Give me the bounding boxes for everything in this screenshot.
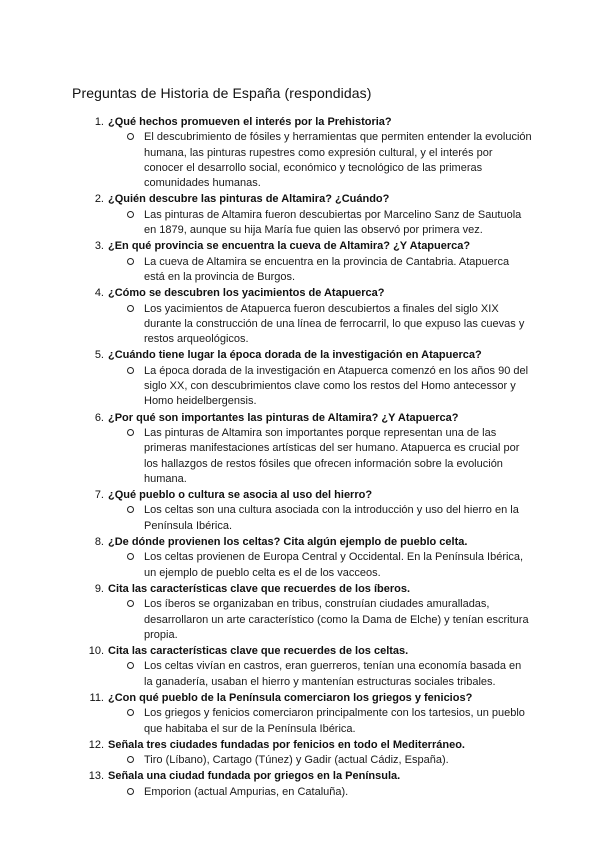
answer-text: Los íberos se organizaban en tribus, construían ciudades amuralladas, desarrollaron un arte característico (como la Dama de Elche) y tenían escritura propia.: [144, 598, 529, 641]
question-text: ¿Por qué son importantes las pinturas de Altamira? ¿Y Atapuerca?: [108, 411, 459, 424]
answer-item: [108, 208, 532, 239]
answer-text: Los celtas vivían en castros, eran guerreros, tenían una economía basada en la ganadería, usaban el hierro y mantenían estructuras sociales tribales.: [144, 660, 522, 688]
hollow-bullet-icon: [127, 506, 134, 513]
question-text: Cita las características clave que recuerdes de los celtas.: [108, 645, 409, 658]
question-text: ¿Con qué pueblo de la Península comerciaron los griegos y fenicios?: [108, 691, 473, 704]
answer-text: Las pinturas de Altamira fueron descubiertas por Marcelino Sanz de Sautuola en 1879, aunque su hija María fue quien las observó por primera vez.: [144, 208, 522, 237]
page-title: Preguntas de Historia de España (respondidas): [72, 85, 372, 101]
question-number: 8.: [94, 536, 104, 549]
question-number: 6.: [94, 411, 104, 424]
answer-text: Tiro (Líbano), Cartago (Túnez) y Gadir (actual Cádiz, España).: [144, 754, 449, 767]
question-item: [72, 192, 532, 238]
answer-item: [108, 503, 532, 534]
answer-text: Los yacimientos de Atapuerca fueron descubiertos a finales del siglo XIX durante la construcción de una línea de ferrocarril, lo que expuso las cuevas y restos arqueológicos.: [144, 302, 525, 346]
hollow-bullet-icon: [127, 662, 134, 669]
question-item: [72, 115, 532, 191]
answer-text: La época dorada de la investigación en Atapuerca comenzó en los años 90 del siglo XX, con descubrimientos clave como los restos del Homo antecessor y Homo heidelbergensis.: [144, 364, 529, 408]
hollow-bullet-icon: [127, 600, 134, 607]
question-item: [72, 411, 532, 487]
question-text: ¿De dónde provienen los celtas? Cita algún ejemplo de pueblo celta.: [108, 536, 468, 549]
hollow-bullet-icon: [127, 709, 134, 716]
hollow-bullet-icon: [127, 429, 134, 436]
answer-text: Los celtas provienen de Europa Central y Occidental. En la Península Ibérica, un ejemplo de pueblo celta es el de los vacceos.: [144, 551, 524, 579]
answer-item: [108, 426, 532, 487]
question-text: ¿Cómo se descubren los yacimientos de Atapuerca?: [108, 287, 385, 300]
hollow-bullet-icon: [127, 211, 134, 218]
question-number: 1.: [94, 116, 104, 128]
hollow-bullet-icon: [127, 553, 134, 560]
answer-item: [108, 706, 532, 737]
hollow-bullet-icon: [127, 367, 134, 374]
question-text: Señala tres ciudades fundadas por fenicios en todo el Mediterráneo.: [108, 738, 465, 751]
answer-text: Los celtas son una cultura asociada con la introducción y uso del hierro en la Península Ibérica.: [144, 504, 519, 532]
answer-item: [108, 130, 532, 191]
question-item: [72, 582, 532, 643]
question-text: Señala una ciudad fundada por griegos en la Península.: [108, 770, 401, 783]
question-text: ¿Quién descubre las pinturas de Altamira? ¿Cuándo?: [108, 193, 390, 206]
question-text: ¿Qué pueblo o cultura se asocia al uso del hierro?: [108, 489, 373, 502]
answer-item: [108, 785, 532, 800]
question-list: [72, 115, 532, 801]
answer-item: [108, 753, 532, 768]
question-item: [72, 488, 532, 534]
question-number: 4.: [94, 287, 104, 300]
question-item: [72, 535, 532, 581]
hollow-bullet-icon: [127, 788, 134, 795]
question-text: ¿Qué hechos promueven el interés por la Prehistoria?: [108, 116, 392, 128]
question-number: 12.: [88, 738, 104, 751]
answer-item: [108, 255, 532, 286]
answer-text: Los griegos y fenicios comerciaron principalmente con los tartesios, un pueblo que habitaba el sur de la Península Ibérica.: [144, 707, 525, 735]
answer-item: [108, 659, 532, 690]
answer-text: Emporion (actual Ampurias, en Cataluña).: [144, 785, 349, 798]
hollow-bullet-icon: [127, 305, 134, 312]
question-number: 10.: [88, 645, 104, 658]
question-item: [72, 644, 532, 690]
question-item: [72, 286, 532, 347]
question-text: ¿En qué provincia se encuentra la cueva de Altamira? ¿Y Atapuerca?: [108, 240, 471, 253]
question-text: Cita las características clave que recuerdes de los íberos.: [108, 582, 411, 595]
answer-item: [108, 550, 532, 581]
question-item: [72, 738, 532, 769]
question-number: 7.: [94, 489, 104, 502]
question-number: 5.: [94, 349, 104, 362]
answer-item: [108, 597, 532, 643]
question-number: 2.: [94, 193, 104, 206]
question-number: 13.: [88, 770, 104, 783]
question-item: [72, 348, 532, 409]
question-text: ¿Cuándo tiene lugar la época dorada de la investigación en Atapuerca?: [108, 349, 482, 362]
answer-text: Las pinturas de Altamira son importantes porque representan una de las primeras manifestaciones artísticas del ser humano. Atapuerca es crucial por los hallazgos de restos fósiles que ofrecen información sobre la evolución humana.: [144, 426, 520, 485]
question-item: [72, 769, 532, 800]
question-number: 11.: [89, 691, 104, 704]
answer-text: El descubrimiento de fósiles y herramientas que permiten entender la evolución humana, las pinturas rupestres como expresión cultural, y el interés por conocer el desarrollo social, económico y tecnológico de las primeras comunidades humanas.: [144, 131, 532, 190]
question-item: [72, 239, 532, 285]
question-number: 3.: [94, 240, 104, 253]
question-item: [72, 691, 532, 737]
hollow-bullet-icon: [127, 133, 134, 140]
question-number: 9.: [94, 582, 104, 595]
answer-text: La cueva de Altamira se encuentra en la provincia de Cantabria. Atapuerca está en la provincia de Burgos.: [144, 255, 510, 283]
hollow-bullet-icon: [127, 756, 134, 763]
hollow-bullet-icon: [127, 258, 134, 265]
answer-item: [108, 302, 532, 348]
answer-item: [108, 364, 532, 410]
